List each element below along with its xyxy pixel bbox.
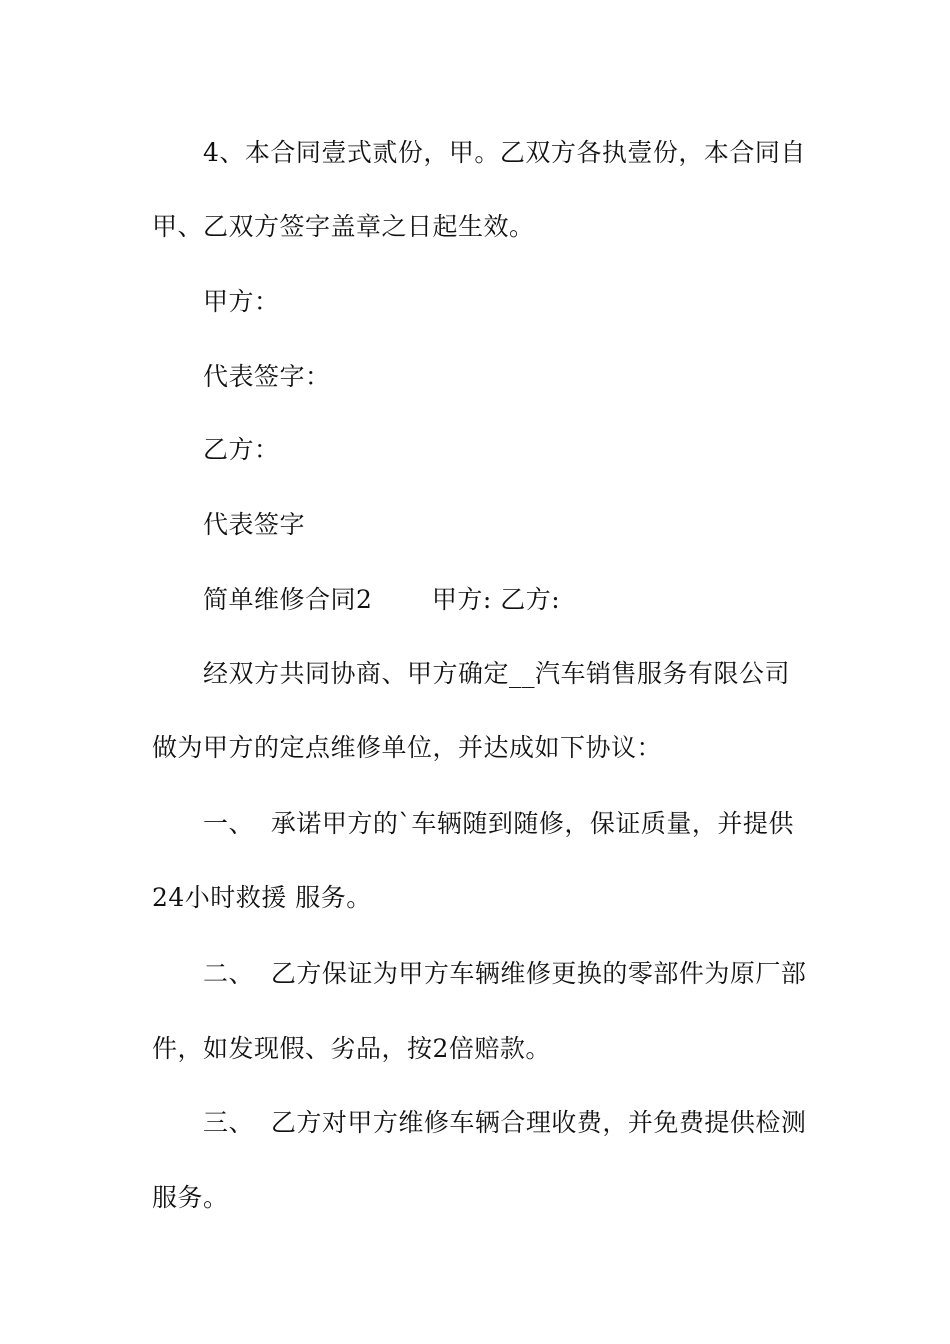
representative-signature-label: 代表签字： bbox=[203, 362, 331, 391]
paragraph-line: 甲、乙双方签字盖章之日起生效。 bbox=[152, 212, 535, 241]
paragraph-line: 做为甲方的定点维修单位，并达成如下协议： bbox=[152, 733, 663, 762]
clause-line: 三、 乙方对甲方维修车辆合理收费，并免费提供检测 bbox=[203, 1108, 807, 1137]
representative-signature-label: 代表签字 bbox=[203, 510, 306, 539]
clause-line: 一、 承诺甲方的`车辆随到随修，保证质量，并提供 bbox=[203, 809, 794, 838]
paragraph-line: 4、本合同壹式贰份，甲。乙双方各执壹份，本合同自 bbox=[203, 138, 806, 167]
contract-heading: 简单维修合同2 甲方: 乙方: bbox=[203, 585, 561, 614]
party-a-label: 甲方： bbox=[203, 287, 280, 316]
clause-line: 二、 乙方保证为甲方车辆维修更换的零部件为原厂部 bbox=[203, 959, 807, 988]
clause-line: 件，如发现假、劣品，按2倍赔款。 bbox=[152, 1034, 551, 1063]
clause-line: 服务。 bbox=[152, 1183, 229, 1212]
party-b-label: 乙方： bbox=[203, 435, 280, 464]
paragraph-line: 经双方共同协商、甲方确定__汽车销售服务有限公司 bbox=[203, 659, 791, 688]
clause-line: 24小时救援 服务。 bbox=[152, 883, 372, 912]
